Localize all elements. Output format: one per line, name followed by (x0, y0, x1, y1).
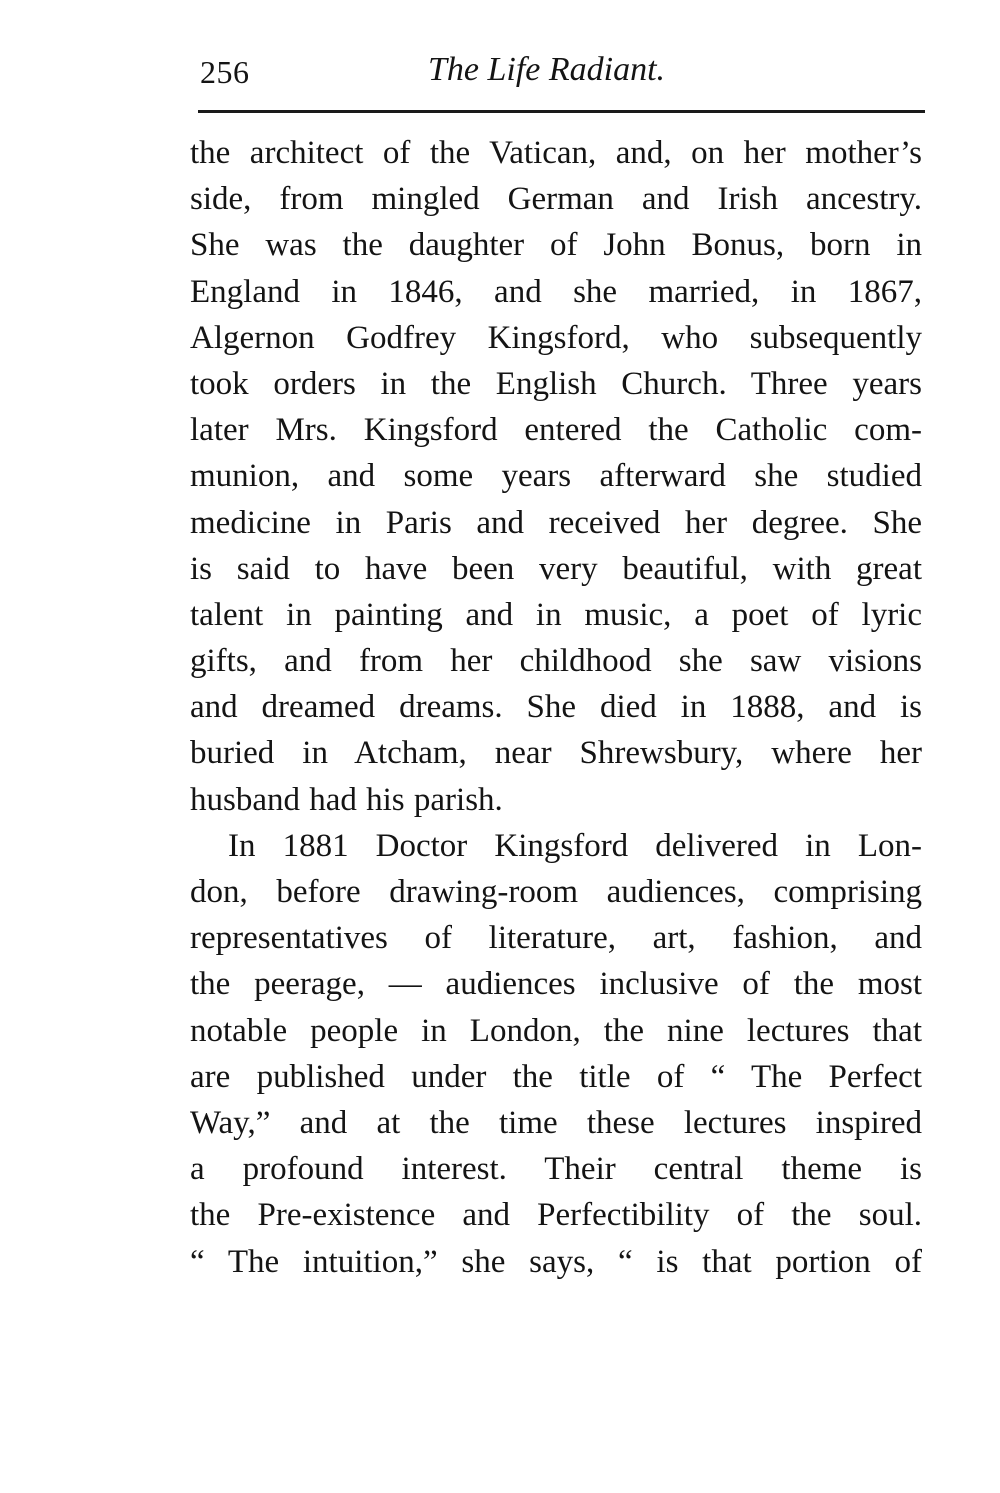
text-line: the Pre-existence and Perfectibility of the soul. (190, 1197, 922, 1234)
text-line: is said to have been very beautiful, with great (190, 550, 922, 587)
text-line: side, from mingled German and Irish ancestry. (190, 181, 922, 218)
text-line: and dreamed dreams. She died in 1888, and is (190, 689, 922, 726)
running-title: The Life Radiant. (428, 51, 666, 88)
paragraph-start-line: In 1881 Doctor Kingsford delivered in Lon- (228, 827, 922, 864)
text-line: the peerage, — audiences inclusive of the most (190, 966, 922, 1003)
text-line: “ The intuition,” she says, “ is that portion of (190, 1243, 922, 1280)
text-line: Way,” and at the time these lectures inspired (190, 1104, 922, 1141)
text-line: are published under the title of “ The Perfect (190, 1058, 922, 1095)
text-line: England in 1846, and she married, in 1867, (190, 273, 922, 310)
text-line: She was the daughter of John Bonus, born in (190, 227, 922, 264)
text-line: notable people in London, the nine lectures that (190, 1012, 922, 1049)
text-line: medicine in Paris and received her degree. She (190, 504, 922, 541)
text-line: talent in painting and in music, a poet of lyric (190, 596, 922, 633)
text-line: a profound interest. Their central theme is (190, 1151, 922, 1188)
text-line: husband had his parish. (190, 781, 503, 818)
text-line: Algernon Godfrey Kingsford, who subsequently (190, 319, 922, 356)
text-line: buried in Atcham, near Shrewsbury, where her (190, 735, 922, 772)
text-line: gifts, and from her childhood she saw visions (190, 643, 922, 680)
text-line: munion, and some years afterward she studied (190, 458, 922, 495)
header-rule (198, 110, 925, 113)
text-line: don, before drawing-room audiences, comprising (190, 874, 922, 910)
page-number: 256 (200, 54, 250, 90)
body-text (190, 130, 922, 1285)
page-header (198, 48, 924, 98)
text-line: representatives of literature, art, fashion, and (190, 920, 922, 957)
text-line: the architect of the Vatican, and, on her mother’s (190, 135, 922, 171)
text-line: took orders in the English Church. Three years (190, 365, 922, 402)
text-line: later Mrs. Kingsford entered the Catholic com- (190, 412, 922, 449)
